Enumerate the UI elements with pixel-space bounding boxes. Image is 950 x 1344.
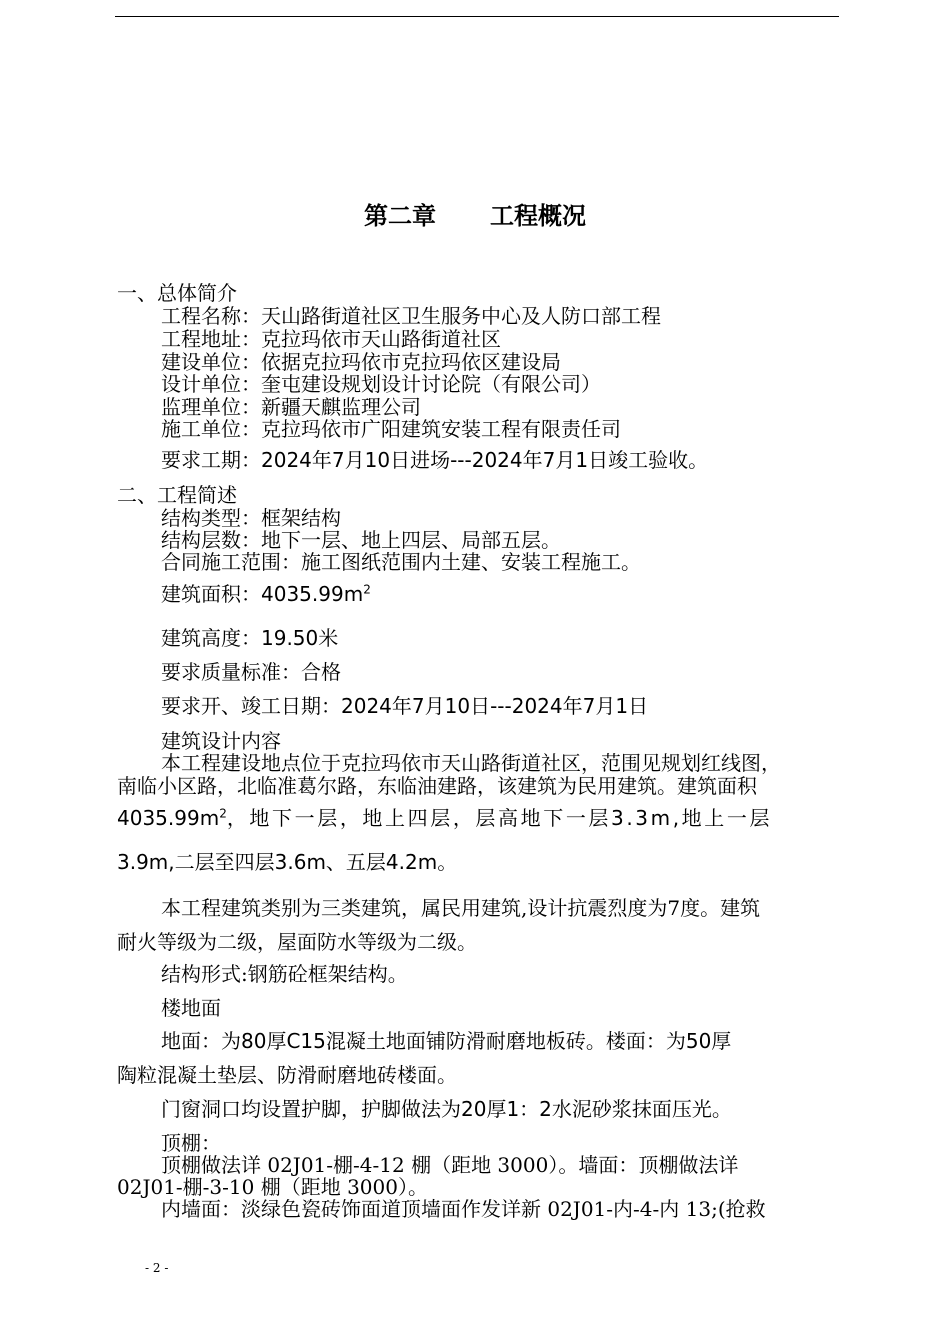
client: 建设单位：依据克拉玛依市克拉玛依区建设局 bbox=[161, 350, 561, 374]
supervisor: 监理单位：新疆天麒监理公司 bbox=[161, 395, 421, 419]
inner-wall: 内墙面：淡绿色瓷砖饰面道顶墙面作发详新 02J01-内-4-内 13;(抢救 bbox=[161, 1197, 766, 1221]
design-area-sup: 2 bbox=[219, 806, 227, 821]
design-p1-line2: 南临小区路，北临准葛尔路，东临油建路，该建筑为民用建筑。建筑面积 bbox=[117, 774, 757, 798]
start-end-dates: 要求开、竣工日期：2024年7月10日---2024年7月1日 bbox=[161, 694, 649, 718]
section1-heading: 一、总体简介 bbox=[117, 281, 237, 305]
structure-form: 结构形式:钢筋砼框架结构。 bbox=[161, 962, 408, 986]
floor-heading: 楼地面 bbox=[161, 996, 221, 1020]
door-window-protection: 门窗洞口均设置护脚，护脚做法为20厚1：2水泥砂浆抹面压光。 bbox=[161, 1097, 732, 1121]
design-area-value: 4035.99m bbox=[117, 806, 220, 830]
building-height: 建筑高度：19.50米 bbox=[161, 626, 339, 650]
floor-line1: 地面：为80厚C15混凝土地面铺防滑耐磨地板砖。楼面：为50厚 bbox=[161, 1029, 732, 1053]
quality-standard: 要求质量标准：合格 bbox=[161, 660, 341, 684]
chapter-title bbox=[0, 196, 950, 231]
design-p2-line1: 本工程建筑类别为三类建筑，属民用建筑,设计抗震烈度为7度。建筑 bbox=[161, 896, 761, 920]
floor-line2: 陶粒混凝土垫层、防滑耐磨地砖楼面。 bbox=[117, 1063, 457, 1087]
project-address: 工程地址：克拉玛依市天山路街道社区 bbox=[161, 327, 501, 351]
area-unit-sup: 2 bbox=[363, 582, 371, 597]
ceiling-line1: 顶棚做法详 02J01-棚-4-12 棚（距地 3000）。墙面：顶棚做法详 bbox=[161, 1153, 739, 1177]
design-p1-line3 bbox=[117, 806, 772, 830]
design-p1-line1: 本工程建设地点位于克拉玛依市天山路街道社区，范围见规划红线图， bbox=[161, 751, 781, 775]
building-area-text: 建筑面积：4035.99m bbox=[161, 582, 364, 606]
project-name: 工程名称：天山路街道社区卫生服务中心及人防口部工程 bbox=[161, 304, 661, 328]
design-heading: 建筑设计内容 bbox=[161, 729, 281, 753]
chapter-name: 工程概况 bbox=[490, 202, 586, 230]
designer: 设计单位：奎屯建设规划设计讨论院（有限公司） bbox=[161, 372, 601, 396]
ceiling-heading: 顶棚： bbox=[161, 1131, 221, 1155]
chapter-number: 第二章 bbox=[364, 202, 436, 230]
design-floor-info: ，地下一层，地上四层，层高地下一层3.3m,地上一层 bbox=[226, 806, 773, 830]
contractor: 施工单位：克拉玛依市广阳建筑安装工程有限责任司 bbox=[161, 417, 621, 441]
design-p1-line4: 3.9m,二层至四层3.6m、五层4.2m。 bbox=[117, 850, 458, 874]
schedule: 要求工期：2024年7月10日进场---2024年7月1日竣工验收。 bbox=[161, 448, 709, 472]
section2-heading: 二、工程简述 bbox=[117, 483, 237, 507]
header-rule bbox=[115, 16, 839, 17]
page-number: - 2 - bbox=[145, 1261, 169, 1275]
ceiling-line2: 02J01-棚-3-10 棚（距地 3000）。 bbox=[117, 1175, 428, 1199]
design-p2-line2: 耐火等级为二级，屋面防水等级为二级。 bbox=[117, 930, 477, 954]
structure-floors: 结构层数：地下一层、地上四层、局部五层。 bbox=[161, 528, 561, 552]
structure-type: 结构类型：框架结构 bbox=[161, 506, 341, 530]
building-area bbox=[161, 582, 371, 606]
contract-scope: 合同施工范围：施工图纸范围内土建、安装工程施工。 bbox=[161, 550, 641, 574]
